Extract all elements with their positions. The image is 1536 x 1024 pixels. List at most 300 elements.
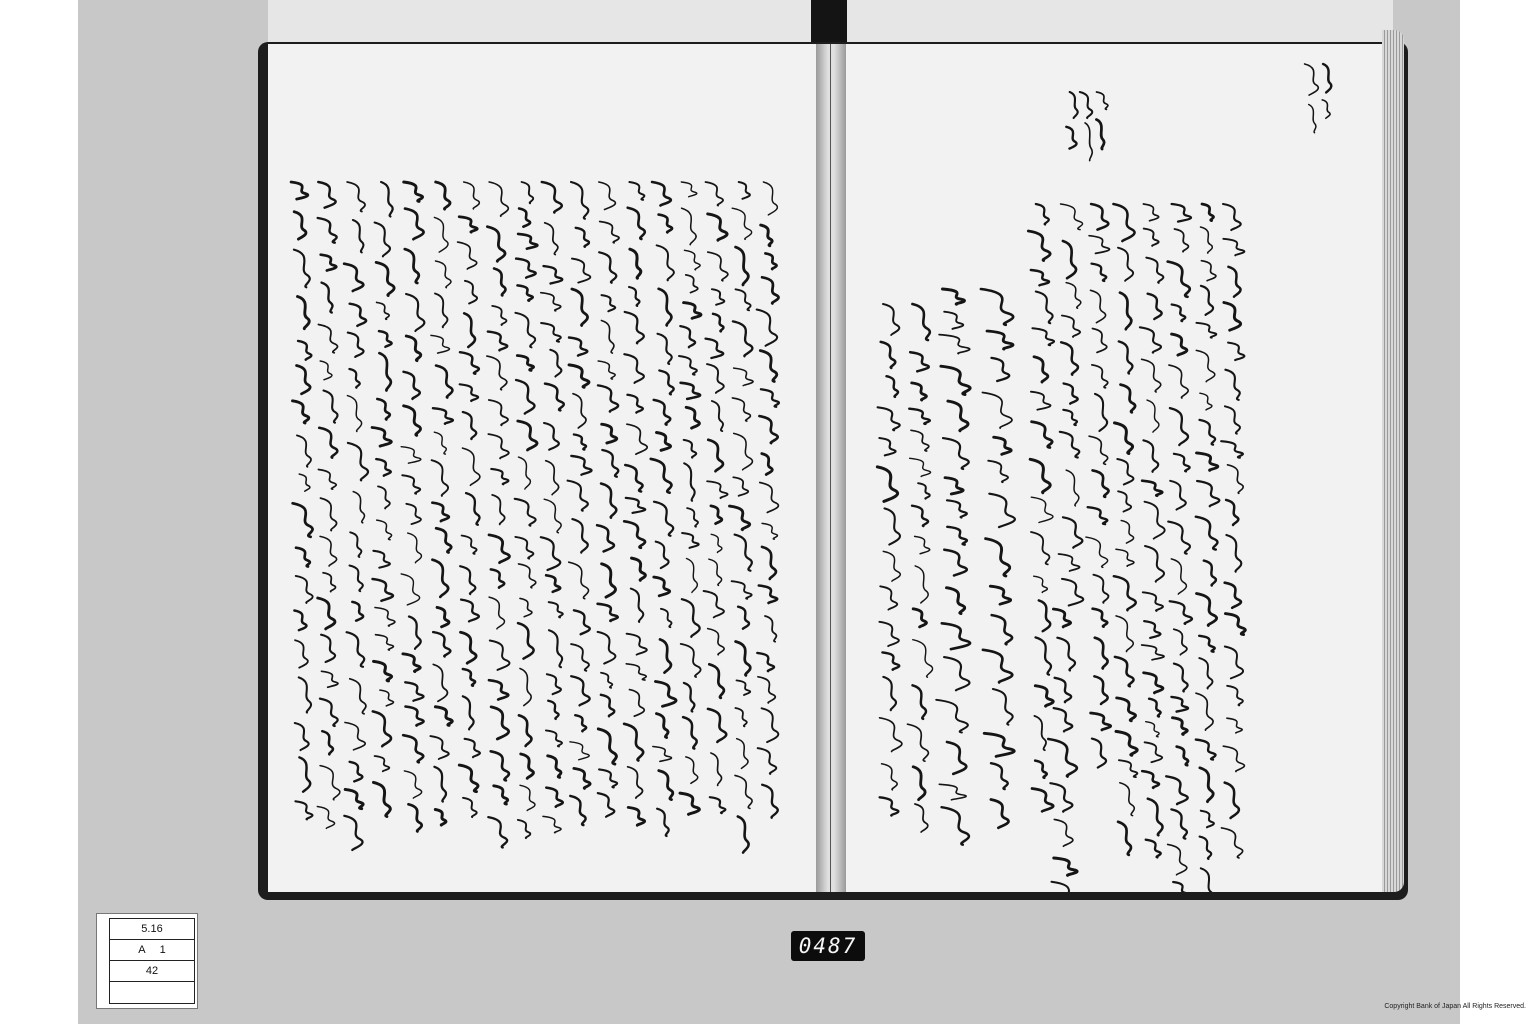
handwritten-glyph: [986, 539, 1010, 576]
right-page-column: [877, 304, 902, 816]
left-page-column: [541, 182, 564, 833]
handwritten-glyph: [943, 289, 965, 304]
handwritten-glyph: [910, 458, 931, 476]
handwritten-glyph: [350, 532, 361, 557]
handwritten-glyph: [738, 817, 749, 853]
handwritten-glyph: [602, 450, 618, 477]
handwritten-glyph: [708, 709, 726, 742]
handwritten-glyph: [542, 182, 562, 213]
handwritten-glyph: [405, 209, 424, 240]
handwritten-glyph: [983, 650, 1012, 683]
handwritten-glyph: [686, 407, 699, 428]
handwritten-glyph: [570, 796, 585, 825]
handwritten-glyph: [465, 281, 477, 304]
handwritten-glyph: [518, 421, 537, 450]
handwritten-glyph: [520, 669, 531, 706]
handwritten-glyph: [1115, 657, 1134, 686]
handwritten-glyph: [598, 632, 616, 664]
handwritten-glyph: [761, 225, 772, 246]
handwritten-glyph: [401, 447, 421, 464]
handwritten-glyph: [543, 816, 561, 832]
scan-margin-right: [1460, 0, 1536, 1024]
handwritten-glyph: [298, 297, 310, 329]
handwritten-glyph: [320, 766, 340, 800]
handwritten-glyph: [732, 398, 750, 421]
handwritten-glyph: [494, 269, 505, 296]
handwritten-glyph: [299, 757, 310, 791]
handwritten-glyph: [465, 739, 480, 757]
handwritten-glyph: [913, 609, 926, 627]
handwritten-glyph: [1034, 716, 1046, 750]
right-page-column: [908, 304, 933, 832]
handwritten-glyph: [517, 356, 533, 371]
handwritten-glyph: [988, 461, 1008, 483]
left-page-column: [704, 182, 728, 813]
handwritten-glyph: [571, 676, 589, 705]
handwritten-glyph: [569, 338, 587, 356]
handwritten-glyph: [541, 323, 561, 342]
handwritten-glyph: [910, 352, 929, 371]
handwritten-glyph: [680, 326, 695, 347]
handwritten-glyph: [1197, 481, 1219, 506]
handwritten-glyph: [463, 669, 475, 686]
handwritten-glyph: [942, 807, 969, 845]
handwritten-glyph: [318, 470, 336, 490]
handwritten-glyph: [293, 503, 313, 537]
handwritten-glyph: [939, 335, 970, 354]
handwritten-glyph: [939, 784, 966, 800]
handwritten-glyph: [1116, 731, 1137, 755]
handwritten-glyph: [298, 341, 311, 360]
handwritten-glyph: [1228, 267, 1240, 297]
handwritten-glyph: [602, 295, 616, 311]
handwritten-glyph: [459, 217, 477, 233]
handwritten-glyph: [291, 182, 308, 199]
handwritten-glyph: [625, 465, 642, 492]
handwritten-glyph: [1089, 436, 1108, 464]
handwritten-glyph: [1227, 686, 1243, 706]
handwritten-glyph: [1052, 882, 1078, 892]
frame-counter: 0487: [791, 931, 865, 961]
left-page-column: [679, 182, 701, 814]
right-page-column: [1059, 204, 1084, 606]
handwritten-glyph: [294, 212, 306, 239]
handwritten-glyph: [990, 586, 1010, 604]
handwritten-glyph: [1093, 329, 1107, 353]
handwritten-glyph: [1175, 229, 1189, 252]
handwritten-glyph: [912, 506, 928, 526]
handwritten-glyph: [350, 762, 363, 782]
handwritten-glyph: [1091, 290, 1106, 322]
handwritten-glyph: [1323, 64, 1331, 93]
handwritten-glyph: [1148, 294, 1162, 319]
left-page-column: [730, 182, 754, 853]
handwritten-glyph: [347, 632, 365, 667]
handwritten-glyph: [1063, 410, 1077, 425]
handwritten-glyph: [707, 481, 728, 498]
handwritten-glyph: [321, 635, 335, 662]
handwritten-glyph: [732, 208, 751, 239]
handwritten-glyph: [375, 756, 390, 771]
handwritten-glyph: [348, 443, 368, 481]
handwritten-glyph: [350, 566, 363, 592]
handwritten-glyph: [434, 217, 448, 252]
handwritten-glyph: [712, 289, 724, 305]
right-page-column: [1221, 204, 1245, 858]
handwritten-glyph: [994, 437, 1011, 454]
handwritten-glyph: [1196, 323, 1216, 338]
handwritten-glyph: [1149, 699, 1161, 717]
handwritten-glyph: [574, 768, 590, 788]
handwritten-glyph: [993, 689, 1013, 725]
handwritten-glyph: [571, 182, 588, 219]
handwritten-glyph: [1142, 645, 1164, 660]
handwritten-glyph: [548, 756, 561, 778]
right-page-date-heading: [1048, 609, 1077, 892]
handwritten-glyph: [489, 680, 508, 699]
handwritten-glyph: [433, 664, 447, 701]
handwritten-glyph: [735, 535, 752, 571]
handwritten-glyph: [602, 564, 616, 597]
handwritten-glyph: [630, 249, 641, 278]
handwritten-glyph: [654, 577, 670, 596]
handwritten-glyph: [1061, 204, 1083, 230]
handwritten-glyph: [377, 520, 392, 540]
handwritten-glyph: [682, 599, 700, 637]
handwritten-glyph: [887, 376, 898, 397]
right-page-annotation: [1305, 64, 1319, 133]
handwritten-glyph: [627, 424, 647, 454]
right-page-annotation: [1322, 64, 1331, 118]
handwritten-glyph: [625, 312, 644, 344]
handwritten-glyph: [571, 456, 591, 475]
right-page-column: [1028, 204, 1054, 811]
handwritten-glyph: [406, 707, 424, 726]
handwritten-glyph: [1054, 708, 1072, 731]
handwritten-glyph: [686, 275, 698, 293]
handwritten-glyph: [1117, 698, 1136, 721]
handwritten-glyph: [597, 525, 614, 551]
handwritten-glyph: [598, 604, 618, 621]
handwritten-glyph: [297, 435, 311, 466]
handwritten-glyph: [401, 574, 419, 605]
handwritten-glyph: [435, 707, 452, 726]
handwritten-glyph: [657, 433, 671, 451]
book-spine-top: [811, 0, 847, 44]
handwritten-glyph: [1168, 262, 1190, 297]
handwritten-glyph: [294, 611, 306, 631]
handwritten-glyph: [600, 222, 619, 243]
handwritten-glyph: [1143, 440, 1158, 472]
handwritten-glyph: [464, 182, 480, 209]
handwritten-glyph: [1061, 342, 1078, 374]
handwritten-glyph: [344, 816, 362, 850]
handwritten-glyph: [760, 351, 776, 382]
handwritten-glyph: [704, 591, 724, 617]
handwritten-glyph: [708, 214, 727, 240]
handwritten-glyph: [1031, 532, 1049, 564]
handwritten-glyph: [733, 477, 748, 496]
left-page-column: [344, 182, 368, 850]
handwritten-glyph: [882, 764, 898, 790]
handwritten-glyph: [549, 602, 563, 617]
handwritten-glyph: [1196, 517, 1218, 550]
handwritten-glyph: [574, 435, 586, 450]
handwritten-glyph: [404, 406, 421, 436]
handwritten-glyph: [408, 533, 422, 563]
handwritten-glyph: [1142, 771, 1159, 788]
handwritten-glyph: [345, 789, 363, 808]
handwritten-glyph: [1169, 365, 1188, 398]
handwritten-glyph: [684, 303, 701, 319]
handwritten-glyph: [432, 460, 449, 496]
handwritten-glyph: [632, 558, 646, 580]
right-page-column: [1166, 204, 1192, 892]
handwritten-glyph: [601, 321, 614, 354]
handwritten-glyph: [1225, 647, 1243, 679]
handwritten-glyph: [435, 810, 446, 826]
handwritten-glyph: [404, 372, 420, 399]
handwritten-glyph: [1200, 420, 1216, 445]
handwritten-glyph: [711, 534, 722, 552]
handwritten-glyph: [487, 356, 507, 390]
handwritten-glyph: [679, 356, 697, 375]
handwritten-glyph: [657, 809, 669, 836]
handwritten-glyph: [1066, 470, 1079, 506]
handwritten-glyph: [350, 679, 366, 714]
handwritten-glyph: [348, 333, 364, 357]
handwritten-glyph: [518, 285, 533, 300]
handwritten-glyph: [1096, 120, 1104, 150]
handwritten-glyph: [321, 498, 337, 530]
handwritten-glyph: [491, 569, 504, 587]
handwritten-glyph: [734, 368, 753, 386]
handwritten-glyph: [758, 677, 775, 703]
handwritten-glyph: [1092, 739, 1106, 768]
handwritten-glyph: [572, 519, 587, 553]
handwritten-glyph: [575, 715, 586, 731]
handwritten-glyph: [1147, 400, 1159, 432]
handwritten-glyph: [460, 384, 478, 401]
handwritten-glyph: [1091, 204, 1108, 230]
handwritten-glyph: [1228, 465, 1244, 494]
handwritten-glyph: [686, 757, 698, 784]
handwritten-glyph: [1148, 799, 1163, 836]
handwritten-glyph: [568, 481, 588, 511]
handwritten-glyph: [431, 335, 449, 353]
handwritten-glyph: [656, 542, 669, 569]
handwritten-glyph: [432, 503, 448, 521]
handwritten-glyph: [1054, 858, 1077, 875]
handwritten-glyph: [546, 730, 562, 746]
handwritten-glyph: [1201, 286, 1213, 315]
handwritten-glyph: [1227, 718, 1242, 733]
handwritten-glyph: [344, 264, 363, 291]
handwritten-glyph: [1036, 292, 1053, 324]
handwritten-glyph: [1173, 882, 1187, 892]
handwritten-glyph: [1119, 760, 1137, 777]
handwritten-glyph: [464, 313, 475, 347]
handwritten-glyph: [436, 261, 451, 288]
handwritten-glyph: [548, 701, 558, 719]
handwritten-glyph: [947, 527, 967, 545]
handwritten-glyph: [711, 753, 722, 785]
handwritten-glyph: [627, 395, 642, 413]
handwritten-glyph: [708, 252, 728, 281]
handwritten-glyph: [1118, 491, 1131, 511]
handwritten-glyph: [1177, 747, 1188, 766]
handwritten-glyph: [1305, 64, 1319, 95]
handwritten-glyph: [1222, 828, 1243, 858]
handwritten-glyph: [1091, 713, 1111, 730]
handwritten-glyph: [1174, 629, 1187, 654]
handwritten-glyph: [1145, 502, 1165, 539]
handwritten-glyph: [405, 249, 419, 283]
handwritten-glyph: [735, 775, 752, 808]
handwritten-glyph: [1197, 453, 1218, 471]
handwritten-glyph: [1120, 783, 1135, 816]
handwritten-glyph: [736, 289, 751, 310]
handwritten-glyph: [323, 573, 335, 592]
handwritten-glyph: [1174, 454, 1190, 472]
handwritten-glyph: [1309, 105, 1316, 133]
handwritten-glyph: [1201, 227, 1213, 253]
handwritten-glyph: [909, 409, 930, 424]
handwritten-glyph: [758, 748, 777, 774]
handwritten-glyph: [734, 433, 753, 469]
handwritten-glyph: [375, 608, 395, 627]
handwritten-glyph: [1092, 365, 1108, 388]
handwritten-glyph: [944, 657, 969, 690]
handwritten-glyph: [403, 654, 420, 672]
handwritten-glyph: [574, 610, 590, 634]
handwritten-glyph: [320, 536, 337, 566]
handwritten-glyph: [1032, 328, 1054, 345]
handwritten-glyph: [1200, 768, 1213, 802]
handwritten-glyph: [684, 683, 695, 712]
handwritten-glyph: [320, 361, 332, 380]
handwritten-glyph: [518, 820, 530, 838]
handwritten-glyph: [762, 523, 777, 539]
handwritten-glyph: [404, 771, 421, 798]
handwritten-glyph: [374, 661, 392, 681]
handwritten-glyph: [944, 550, 967, 576]
handwritten-glyph: [518, 623, 534, 659]
handwritten-glyph: [1204, 561, 1216, 586]
handwritten-glyph: [345, 723, 365, 750]
handwritten-glyph: [1089, 236, 1109, 254]
handwritten-glyph: [599, 252, 616, 282]
handwritten-glyph: [1113, 204, 1134, 241]
handwritten-glyph: [1053, 609, 1070, 627]
handwritten-glyph: [1142, 359, 1161, 392]
handwritten-glyph: [544, 266, 563, 283]
handwritten-glyph: [757, 653, 774, 671]
handwritten-glyph: [374, 782, 391, 816]
left-page-column: [651, 182, 676, 836]
handwritten-glyph: [576, 228, 589, 247]
handwritten-glyph: [296, 548, 310, 567]
handwritten-glyph: [1028, 231, 1050, 261]
handwritten-glyph: [432, 560, 448, 597]
handwritten-glyph: [762, 708, 779, 742]
handwritten-glyph: [373, 579, 393, 601]
handwritten-glyph: [516, 259, 536, 278]
handwritten-glyph: [376, 262, 394, 295]
label-number: 1: [159, 944, 166, 956]
handwritten-glyph: [515, 537, 533, 559]
handwritten-glyph: [713, 314, 724, 332]
handwritten-glyph: [544, 499, 561, 533]
handwritten-glyph: [519, 209, 530, 227]
label-series: A: [138, 944, 146, 956]
handwritten-glyph: [627, 634, 647, 655]
handwritten-glyph: [1168, 522, 1190, 554]
handwritten-glyph: [918, 483, 930, 499]
handwritten-glyph: [324, 391, 338, 423]
left-page-column: [568, 182, 592, 825]
label-row-3: [110, 961, 194, 982]
handwritten-glyph: [992, 615, 1012, 644]
handwritten-glyph: [601, 673, 612, 688]
handwritten-glyph: [549, 630, 562, 667]
handwritten-glyph: [409, 617, 421, 649]
label-row-4: [110, 982, 194, 1003]
handwritten-glyph: [1170, 481, 1186, 510]
handwritten-glyph: [945, 478, 963, 494]
handwritten-glyph: [462, 536, 477, 554]
handwritten-glyph: [915, 804, 928, 832]
handwritten-glyph: [317, 807, 334, 829]
handwritten-glyph: [628, 208, 645, 239]
handwritten-glyph: [299, 474, 310, 491]
handwritten-glyph: [658, 334, 672, 364]
handwritten-glyph: [601, 484, 616, 518]
right-page-column: [936, 289, 970, 845]
handwritten-glyph: [659, 771, 673, 800]
handwritten-glyph: [687, 559, 698, 593]
handwritten-glyph: [489, 400, 508, 425]
handwritten-glyph: [624, 354, 644, 383]
handwritten-glyph: [406, 294, 424, 331]
archive-label: [96, 913, 198, 1009]
handwritten-glyph: [518, 234, 537, 249]
handwritten-glyph: [349, 369, 359, 388]
handwritten-glyph: [760, 483, 779, 513]
handwritten-glyph: [737, 680, 751, 695]
handwritten-glyph: [942, 623, 970, 649]
handwritten-glyph: [520, 598, 532, 616]
handwritten-glyph: [463, 412, 476, 439]
handwritten-glyph: [1145, 742, 1163, 762]
handwritten-glyph: [409, 804, 422, 831]
handwritten-glyph: [1196, 693, 1213, 730]
handwritten-glyph: [1199, 658, 1212, 688]
handwritten-glyph: [488, 434, 508, 458]
handwritten-glyph: [1093, 470, 1109, 497]
handwritten-glyph: [519, 457, 531, 489]
handwritten-glyph: [1032, 789, 1053, 812]
handwritten-glyph: [1092, 264, 1107, 281]
handwritten-glyph: [405, 682, 423, 701]
handwritten-glyph: [489, 597, 504, 629]
left-page-column: [291, 182, 313, 819]
handwritten-glyph: [991, 763, 1008, 789]
handwritten-glyph: [1170, 601, 1192, 624]
handwritten-glyph: [434, 432, 446, 454]
left-page-column: [430, 182, 452, 825]
right-page-column: [1196, 204, 1220, 892]
